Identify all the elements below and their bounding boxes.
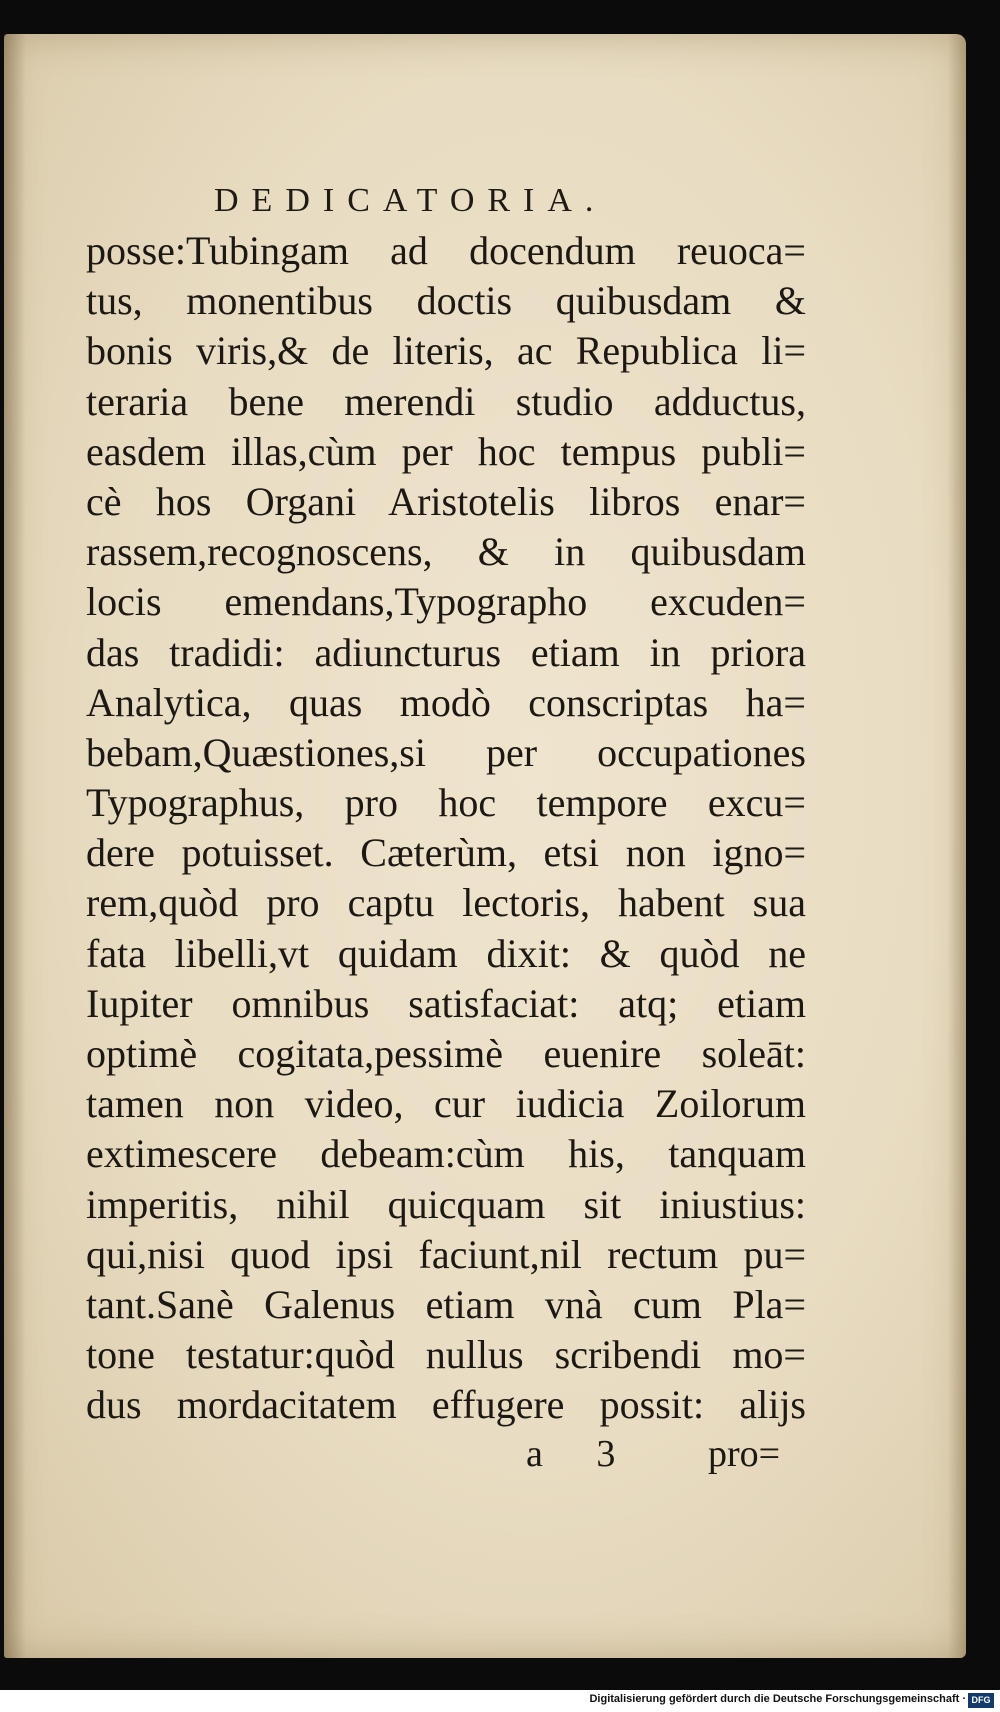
text-line: fata libelli,vt quidam dixit: & quòd ne — [86, 930, 806, 976]
text-line: Iupiter omnibus satisfaciat: atq; etiam — [86, 980, 806, 1026]
signature-mark: a 3 — [526, 1433, 638, 1475]
text-line: teraria bene merendi studio adductus, — [86, 378, 806, 424]
text-line: imperitis, nihil quicquam sit iniustius: — [86, 1181, 806, 1227]
text-line: cè hos Organi Aristotelis libros enar= — [86, 478, 806, 524]
page-edge — [948, 34, 966, 1658]
running-head: DEDICATORIA. — [214, 182, 607, 219]
text-line: tant.Sanè Galenus etiam vnà cum Pla= — [86, 1281, 806, 1327]
text-line: das tradidi: adiuncturus etiam in priora — [86, 629, 806, 675]
text-line: bonis viris,& de literis, ac Republica li= — [86, 328, 806, 374]
text-line: posse:Tubingam ad docendum reuoca= — [86, 228, 806, 273]
digitization-credit: Digitalisierung gefördert durch die Deutsche Forschungsgemeinschaft · — [589, 1693, 966, 1705]
text-line: rassem,recognoscens, & in quibusdam — [86, 529, 806, 575]
text-line: dere potuisset. Cæterùm, etsi non igno= — [86, 830, 806, 876]
text-line: bebam,Quæstiones,si per occupationes — [86, 729, 806, 775]
text-line: extimescere debeam:cùm his, tanquam — [86, 1131, 806, 1177]
text-line: optimè cogitata,pessimè euenire soleāt: — [86, 1031, 806, 1076]
text-line: Typographus, pro hoc tempore excu= — [86, 780, 806, 826]
spine-shadow — [4, 34, 26, 1658]
book-page — [4, 34, 966, 1658]
text-line: tus, monentibus doctis quibusdam & — [86, 278, 806, 324]
text-line: tone testatur:quòd nullus scribendi mo= — [86, 1332, 806, 1378]
text-line: locis emendans,Typographo excuden= — [86, 579, 806, 625]
catchword: pro= — [708, 1433, 781, 1475]
text-line: Analytica, quas modò conscriptas ha= — [86, 679, 806, 725]
catchline — [4, 1432, 966, 1482]
digitization-footer — [0, 1690, 1000, 1712]
text-line: qui,nisi quod ipsi faciunt,nil rectum pu= — [86, 1231, 806, 1277]
text-line: dus mordacitatem effugere possit: alijs — [86, 1382, 806, 1428]
text-line: tamen non video, cur iudicia Zoilorum — [86, 1081, 806, 1127]
text-block — [86, 226, 806, 1431]
dfg-logo: DFG — [968, 1693, 994, 1708]
text-line: easdem illas,cùm per hoc tempus publi= — [86, 428, 806, 474]
text-line: rem,quòd pro captu lectoris, habent sua — [86, 880, 806, 926]
